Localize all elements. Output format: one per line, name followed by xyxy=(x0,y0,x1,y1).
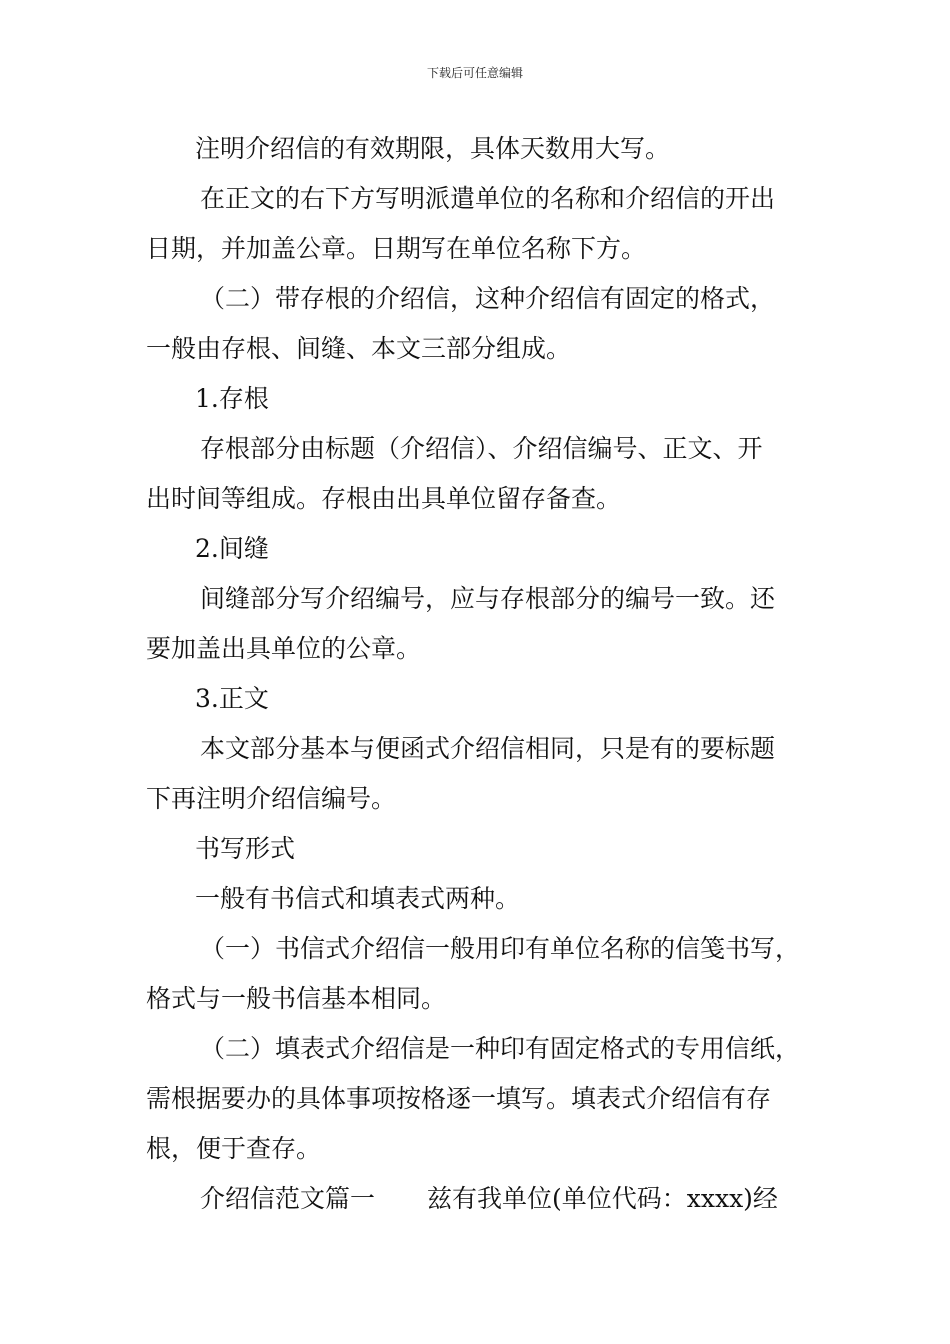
text-line: （一）书信式介绍信一般用印有单位名称的信笺书写， xyxy=(200,934,801,963)
text-line: 一般有书信式和填表式两种。 xyxy=(195,884,521,913)
sample-title: 介绍信范文篇一 xyxy=(200,1184,376,1213)
section-heading: 1.存根 xyxy=(195,384,269,413)
text-line: 格式与一般书信基本相同。 xyxy=(146,984,447,1013)
section-heading: 3.正文 xyxy=(195,684,269,713)
text-line: 出时间等组成。存根由出具单位留存备查。 xyxy=(146,484,622,513)
section-heading: 2.间缝 xyxy=(195,534,269,563)
sample-text: 兹有我单位(单位代码：xxxx)经 xyxy=(427,1184,778,1213)
text-line: （二）填表式介绍信是一种印有固定格式的专用信纸， xyxy=(200,1034,801,1063)
text-line: 下再注明介绍信编号。 xyxy=(146,784,397,813)
text-line: 日期，并加盖公章。日期写在单位名称下方。 xyxy=(146,234,647,263)
text-line: 需根据要办的具体事项按格逐一填写。填表式介绍信有存 xyxy=(146,1084,772,1113)
text-line: 间缝部分写介绍编号，应与存根部分的编号一致。还 xyxy=(200,584,776,613)
text-line: 在正文的右下方写明派遣单位的名称和介绍信的开出 xyxy=(200,184,776,213)
text-line: （二）带存根的介绍信，这种介绍信有固定的格式， xyxy=(200,284,776,313)
text-line: 一般由存根、间缝、本文三部分组成。 xyxy=(146,334,572,363)
text-line: 注明介绍信的有效期限，具体天数用大写。 xyxy=(195,134,671,163)
text-line xyxy=(200,1184,778,1214)
text-line: 本文部分基本与便函式介绍信相同，只是有的要标题 xyxy=(200,734,776,763)
text-line: 根，便于查存。 xyxy=(146,1134,322,1163)
section-heading: 书写形式 xyxy=(195,834,296,863)
page-header: 下载后可任意编辑 xyxy=(426,66,523,80)
text-line: 要加盖出具单位的公章。 xyxy=(146,634,422,663)
text-line: 存根部分由标题（介绍信）、介绍信编号、正文、开 xyxy=(200,434,763,463)
